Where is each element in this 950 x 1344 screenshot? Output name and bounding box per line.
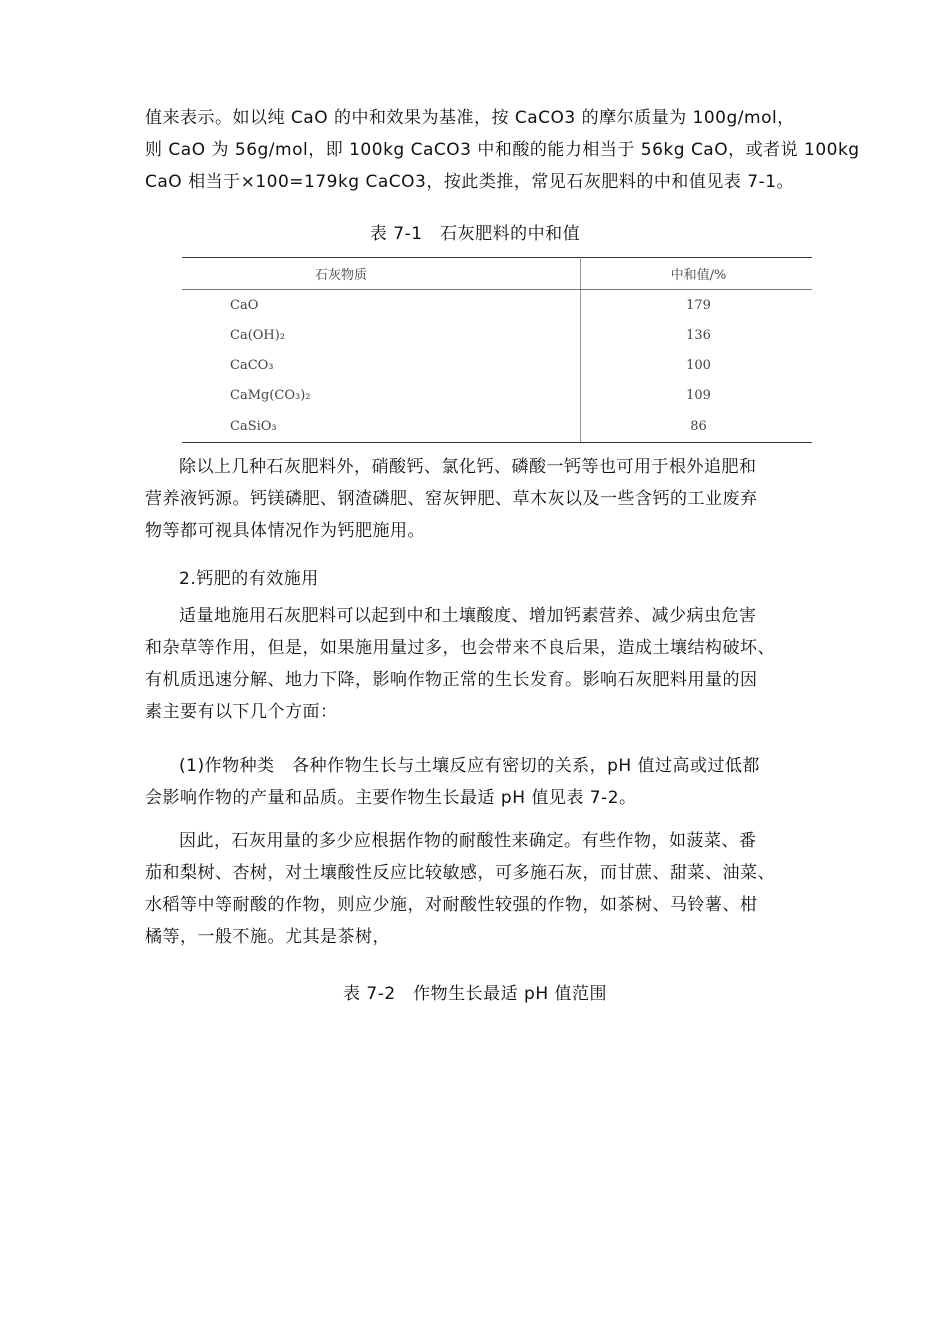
table-row <box>182 380 812 410</box>
neutralization-table <box>182 257 812 443</box>
section-heading-text: 2.钙肥的有效施用 <box>179 569 319 589</box>
paragraph-line: 水稻等中等耐酸的作物，则应少施，对耐酸性较强的作物，如茶树、马铃薯、柑 <box>145 895 758 915</box>
paragraph-line: 适量地施用石灰肥料可以起到中和土壤酸度、增加钙素营养、减少病虫危害 <box>179 606 757 626</box>
intro-line-3: CaO 相当于×100=179kg CaCO3，按此类推，常见石灰肥料的中和值见表 7-1。 <box>145 172 795 192</box>
cell-substance: CaCO₃ <box>182 350 581 380</box>
table-row <box>182 410 812 443</box>
cell-substance: CaSiO₃ <box>182 410 581 443</box>
paragraph-application <box>145 600 815 728</box>
table-row <box>182 320 812 350</box>
cell-value: 179 <box>686 297 711 313</box>
paragraph-line: 橘等，一般不施。尤其是茶树， <box>145 927 390 947</box>
paragraph-therefore <box>145 825 815 953</box>
paragraph-line: 会影响作物的产量和品质。主要作物生长最适 pH 值见表 7-2。 <box>145 788 637 808</box>
intro-line-2: 则 CaO 为 56g/mol，即 100kg CaCO3 中和酸的能力相当于 56kg CaO，或者说 100kg <box>145 140 860 160</box>
table1-caption: 表 7-1 石灰肥料的中和值 <box>369 224 581 244</box>
section-heading <box>145 563 815 595</box>
paragraph-line: 有机质迅速分解、地力下降，影响作物正常的生长发育。影响石灰肥料用量的因 <box>145 670 758 690</box>
cell-substance: CaO <box>182 290 581 321</box>
cell-value: 86 <box>581 410 813 443</box>
paragraph-line: 物等都可视具体情况作为钙肥施用。 <box>145 521 425 541</box>
paragraph-line: (1)作物种类 各种作物生长与土壤反应有密切的关系，pH 值过高或过低都 <box>179 756 761 776</box>
cell-substance: Ca(OH)₂ <box>182 320 581 350</box>
cell-substance: CaMg(CO₃)₂ <box>182 380 581 410</box>
intro-line-1: 值来表示。如以纯 CaO 的中和效果为基准，按 CaCO3 的摩尔质量为 100g/mol， <box>145 108 795 128</box>
header-substance: 石灰物质 <box>182 258 581 290</box>
paragraph-line: 营养液钙源。钙镁磷肥、钢渣磷肥、窑灰钾肥、草木灰以及一些含钙的工业废弃 <box>145 489 758 509</box>
table1 <box>182 257 812 443</box>
paragraph-line: 因此，石灰用量的多少应根据作物的耐酸性来确定。有些作物，如菠菜、番 <box>179 831 757 851</box>
header-neutralization-value: 中和值/% <box>581 258 813 290</box>
paragraph-other-sources <box>145 451 815 547</box>
table-header-row <box>182 258 812 290</box>
table-row <box>182 350 812 380</box>
table2-caption: 表 7-2 作物生长最适 pH 值范围 <box>342 984 608 1004</box>
paragraph-line: 除以上几种石灰肥料外，硝酸钙、氯化钙、磷酸一钙等也可用于根外追肥和 <box>179 457 757 477</box>
paragraph-line: 和杂草等作用，但是，如果施用量过多，也会带来不良后果，造成土壤结构破坏、 <box>145 638 775 658</box>
paragraph-line: 茄和梨树、杏树，对土壤酸性反应比较敏感，可多施石灰，而甘蔗、甜菜、油菜、 <box>145 863 775 883</box>
table-row <box>182 290 812 321</box>
intro-paragraph <box>145 102 860 198</box>
paragraph-crop-type <box>145 750 815 814</box>
cell-value: 136 <box>686 327 711 343</box>
paragraph-line: 素主要有以下几个方面： <box>145 702 338 722</box>
cell-value: 100 <box>686 357 711 373</box>
cell-value: 109 <box>686 387 711 403</box>
